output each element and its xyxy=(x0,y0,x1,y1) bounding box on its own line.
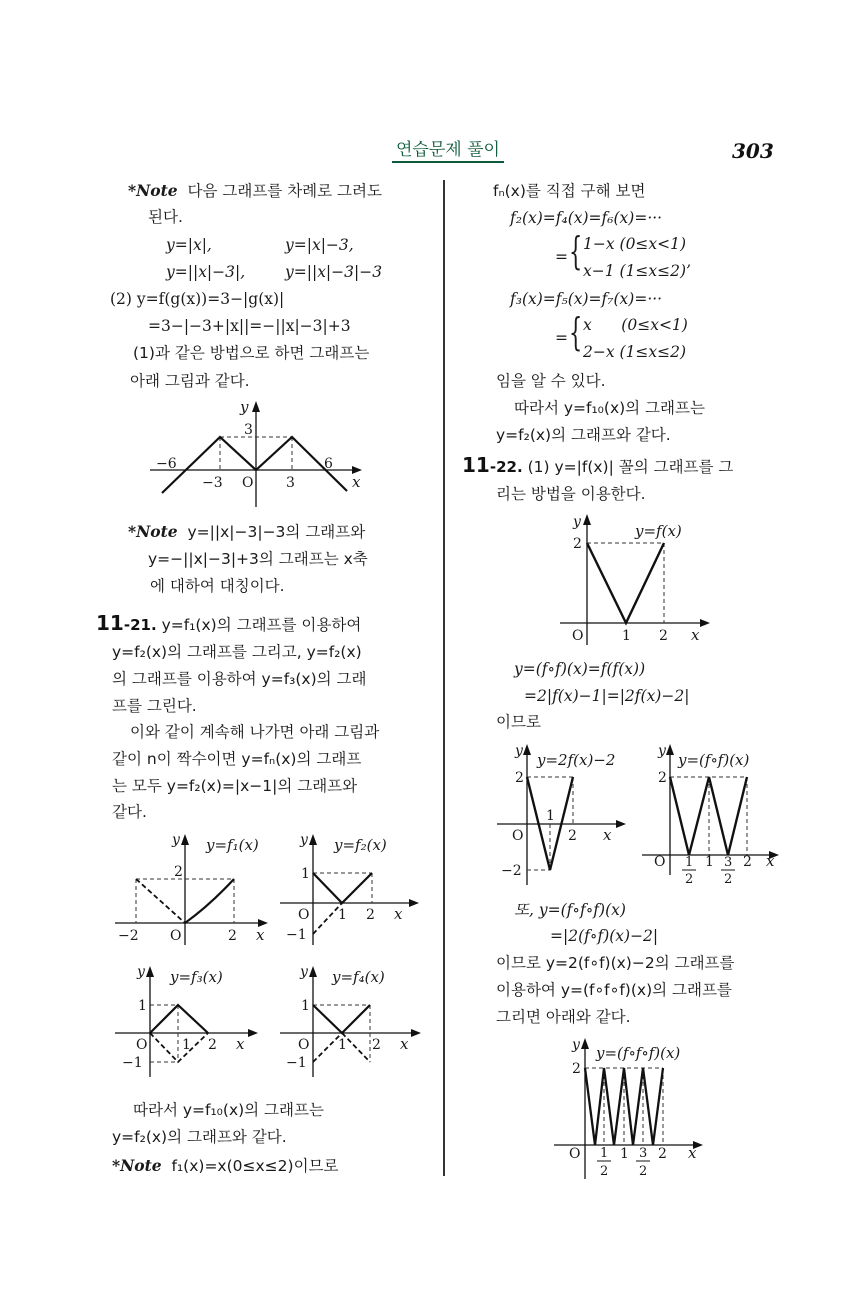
problem-11-21-line2: y=f₂(x)의 그래프를 그리고, y=f₂(x) xyxy=(112,643,362,661)
graph-2f-minus-2 xyxy=(495,740,635,885)
svg-text:O: O xyxy=(242,475,254,491)
svg-text:1: 1 xyxy=(546,808,555,824)
page-number: 303 xyxy=(732,139,774,163)
svg-text:O: O xyxy=(512,828,524,844)
comp-line1: y=(f∘f)(x)=f(f(x)) xyxy=(514,660,646,678)
svg-text:y: y xyxy=(572,1037,580,1053)
note1-eq1a: y=|x|, xyxy=(166,236,212,254)
same-line: y=f₂(x)의 그래프와 같다. xyxy=(496,426,671,444)
svg-text:2: 2 xyxy=(366,907,375,923)
svg-text:−6: −6 xyxy=(156,456,177,472)
graph-f xyxy=(555,510,715,645)
conclusion-line2: y=f₂(x)의 그래프와 같다. xyxy=(112,1128,287,1146)
fff-line1: 또, y=(f∘f∘f)(x) xyxy=(514,901,626,919)
svg-text:O: O xyxy=(298,1037,310,1053)
svg-text:1: 1 xyxy=(301,866,310,882)
svg-text:y=2f(x)−2: y=2f(x)−2 xyxy=(537,751,616,769)
svg-text:3: 3 xyxy=(639,1146,648,1161)
svg-text:y: y xyxy=(137,964,145,980)
column-divider xyxy=(443,180,445,1176)
problem-11-21-line8: 같다. xyxy=(112,803,147,821)
problem-11-21-line5: 이와 같이 계속해 나가면 아래 그림과 xyxy=(130,723,380,741)
problem-11-21-line1: 11-21. y=f₁(x)의 그래프를 이용하여 xyxy=(96,611,362,635)
svg-text:2: 2 xyxy=(743,854,752,870)
svg-text:1: 1 xyxy=(338,1037,347,1053)
svg-text:1: 1 xyxy=(685,855,694,870)
svg-text:y: y xyxy=(300,832,308,848)
svg-text:1: 1 xyxy=(138,998,147,1014)
svg-text:6: 6 xyxy=(324,456,333,472)
svg-text:x: x xyxy=(400,1035,409,1053)
svg-text:y=(f∘f∘f)(x): y=(f∘f∘f)(x) xyxy=(596,1044,681,1062)
know-line: 임을 알 수 있다. xyxy=(496,372,606,390)
svg-text:O: O xyxy=(569,1146,581,1162)
part2-line4: 아래 그림과 같다. xyxy=(130,372,250,390)
svg-text:x: x xyxy=(394,905,403,923)
svg-text:y=(f∘f)(x): y=(f∘f)(x) xyxy=(678,751,750,769)
svg-text:2: 2 xyxy=(658,1146,667,1162)
note2-line1: *Note y=||x|−3|−3의 그래프와 xyxy=(128,522,366,541)
even-eq: f₂(x)=f₄(x)=f₆(x)=··· xyxy=(510,209,663,227)
svg-text:2: 2 xyxy=(600,1164,609,1179)
svg-text:2: 2 xyxy=(515,770,524,786)
svg-text:−2: −2 xyxy=(118,928,139,944)
section-title: 연습문제 풀이 xyxy=(392,140,504,163)
svg-text:2: 2 xyxy=(685,872,694,885)
svg-text:O: O xyxy=(572,628,584,644)
svg-text:2: 2 xyxy=(724,872,733,885)
problem-number: 11-21. xyxy=(96,611,157,635)
part2-line3: (1)과 같은 방법으로 하면 그래프는 xyxy=(133,344,370,362)
note-label: *Note xyxy=(128,181,178,200)
svg-text:2: 2 xyxy=(568,828,577,844)
svg-text:y: y xyxy=(658,743,666,759)
problem-11-21-line4: 프를 그린다. xyxy=(112,697,197,715)
svg-text:y: y xyxy=(240,398,249,416)
note1-line1: *Note 다음 그래프를 차례로 그려도 xyxy=(128,181,382,200)
svg-text:O: O xyxy=(654,854,666,870)
svg-text:2: 2 xyxy=(208,1037,217,1053)
brace-icon: { xyxy=(569,310,583,354)
svg-text:y=f₂(x): y=f₂(x) xyxy=(334,836,387,854)
conclusion-note: *Note f₁(x)=x(0≤x≤2)이므로 xyxy=(112,1156,339,1175)
brace-icon: { xyxy=(569,229,583,273)
odd-eq: f₃(x)=f₅(x)=f₇(x)=··· xyxy=(510,290,663,308)
svg-text:2: 2 xyxy=(658,770,667,786)
problem-number: 11-22. xyxy=(462,453,523,477)
graph-f-compose-f xyxy=(640,740,790,885)
even-eq-sign: = xyxy=(555,248,568,266)
graph-f3 xyxy=(110,962,260,1077)
svg-text:2: 2 xyxy=(228,928,237,944)
svg-text:1: 1 xyxy=(301,998,310,1014)
problem-11-21-line6: 같이 n이 짝수이면 y=fₙ(x)의 그래프 xyxy=(112,750,362,768)
svg-text:2: 2 xyxy=(639,1164,648,1179)
odd-case2: 2−x (1≤x≤2) xyxy=(583,343,687,361)
svg-text:y=f₃(x): y=f₃(x) xyxy=(170,968,223,986)
note1-eq2b: y=||x|−3|−3 xyxy=(285,263,383,281)
svg-text:x: x xyxy=(603,826,612,844)
svg-text:x: x xyxy=(688,1144,697,1162)
svg-text:y=f₄(x): y=f₄(x) xyxy=(332,968,385,986)
comp-line2: =2|f(x)−1|=|2f(x)−2| xyxy=(524,687,690,705)
note2-line2: y=−||x|−3|+3의 그래프는 x축 xyxy=(148,550,368,568)
problem-11-21-line3: 의 그래프를 이용하여 y=f₃(x)의 그래 xyxy=(112,670,367,688)
svg-text:x: x xyxy=(352,473,361,491)
svg-text:−1: −1 xyxy=(122,1055,143,1071)
svg-text:1: 1 xyxy=(705,854,714,870)
problem-11-22-line1: 11-22. (1) y=|f(x)| 꼴의 그래프를 그 xyxy=(462,453,734,477)
svg-text:1: 1 xyxy=(338,907,347,923)
svg-text:y: y xyxy=(515,743,523,759)
svg-text:y=f(x): y=f(x) xyxy=(635,522,682,540)
svg-text:1: 1 xyxy=(600,1146,609,1161)
svg-text:−3: −3 xyxy=(202,475,223,491)
svg-text:−1: −1 xyxy=(286,927,307,943)
svg-text:3: 3 xyxy=(724,855,733,870)
svg-text:x: x xyxy=(236,1035,245,1053)
fff-line3: 이므로 y=2(f∘f)(x)−2의 그래프를 xyxy=(496,954,735,972)
conclusion-line1: 따라서 y=f₁₀(x)의 그래프는 xyxy=(133,1101,324,1119)
fff-line2: =|2(f∘f)(x)−2| xyxy=(550,927,659,945)
comp-line3: 이므로 xyxy=(496,713,541,731)
fff-line4: 이용하여 y=(f∘f∘f)(x)의 그래프를 xyxy=(496,981,732,999)
problem-11-22-line2: 리는 방법을 이용한다. xyxy=(496,485,646,503)
svg-text:x: x xyxy=(766,852,775,870)
note1-eq1b: y=|x|−3, xyxy=(285,236,354,254)
svg-text:3: 3 xyxy=(244,422,253,438)
intro-line: fₙ(x)를 직접 구해 보면 xyxy=(493,182,646,200)
svg-text:2: 2 xyxy=(573,536,582,552)
svg-text:y: y xyxy=(573,514,581,530)
graph-f-compose-f-compose-f xyxy=(552,1034,722,1182)
even-case2: x−1 (1≤x≤2)’ xyxy=(583,262,691,280)
svg-text:1: 1 xyxy=(620,1146,629,1162)
odd-case1: x (0≤x<1) xyxy=(583,316,688,334)
note1-eq2a: y=||x|−3|, xyxy=(166,263,246,281)
part2-line1: (2) y=f(g(x))=3−|g(x)| xyxy=(110,290,285,308)
svg-text:2: 2 xyxy=(659,628,668,644)
graph-f1 xyxy=(110,830,270,945)
graph-f2 xyxy=(278,830,428,945)
note1-line2: 된다. xyxy=(148,208,183,226)
svg-text:1: 1 xyxy=(182,1037,191,1053)
graph-f4 xyxy=(278,962,428,1077)
odd-eq-sign: = xyxy=(555,329,568,347)
svg-text:O: O xyxy=(298,907,310,923)
fff-line5: 그리면 아래와 같다. xyxy=(496,1008,631,1026)
svg-text:O: O xyxy=(170,928,182,944)
svg-text:−1: −1 xyxy=(286,1055,307,1071)
thus-line: 따라서 y=f₁₀(x)의 그래프는 xyxy=(514,399,705,417)
svg-text:y: y xyxy=(172,832,180,848)
svg-text:y=f₁(x): y=f₁(x) xyxy=(206,836,259,854)
svg-text:−2: −2 xyxy=(501,863,522,879)
svg-text:2: 2 xyxy=(174,864,183,880)
note2-line3: 에 대하여 대칭이다. xyxy=(150,577,285,595)
graph-abs-composite xyxy=(140,395,370,510)
svg-text:x: x xyxy=(256,926,265,944)
even-case1: 1−x (0≤x<1) xyxy=(583,235,687,253)
svg-text:x: x xyxy=(691,626,700,644)
svg-text:O: O xyxy=(136,1037,148,1053)
svg-text:2: 2 xyxy=(572,1061,581,1077)
svg-text:3: 3 xyxy=(286,475,295,491)
svg-text:y: y xyxy=(300,964,308,980)
svg-text:1: 1 xyxy=(622,628,631,644)
svg-text:2: 2 xyxy=(372,1037,381,1053)
part2-line2: =3−|−3+|x||=−||x|−3|+3 xyxy=(148,317,351,335)
problem-11-21-line7: 는 모두 y=f₂(x)=|x−1|의 그래프와 xyxy=(112,777,358,795)
